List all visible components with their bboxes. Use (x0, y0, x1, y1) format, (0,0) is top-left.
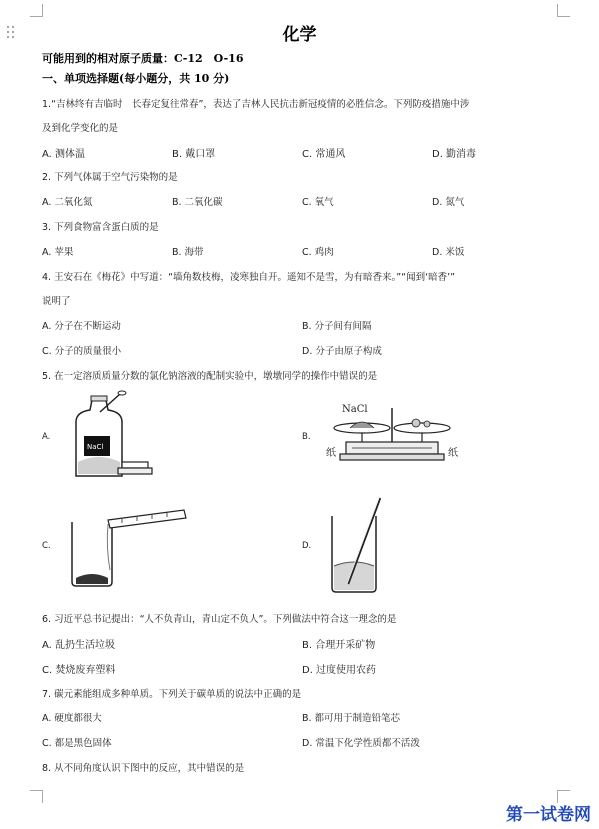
figure-a-reagent-bottle (62, 392, 172, 482)
question-7-option-b: B. 都可用于制造铅笔芯 (302, 713, 401, 724)
question-4-option-a: A. 分子在不断运动 (42, 321, 121, 332)
figure-a-label: A. (42, 432, 51, 442)
question-6-option-a: A. 乱扔生活垃圾 (42, 640, 116, 651)
question-3-option-c: C. 鸡肉 (302, 247, 334, 258)
question-4-stem-line-1: 4. 王安石在《梅花》中写道：“墙角数枝梅，凌寒独自开。遥知不是雪，为有暗香来。”“闻到‘暗香’” (42, 272, 456, 283)
question-3-option-d: D. 米饭 (432, 247, 465, 258)
question-6-stem: 6. 习近平总书记提出：“人不负青山，青山定不负人”。下列做法中符合这一理念的是 (42, 614, 397, 625)
question-6-option-d: D. 过度使用农药 (302, 665, 377, 676)
figure-b-label: B. (302, 432, 311, 442)
question-2-stem: 2. 下列气体属于空气污染物的是 (42, 172, 178, 183)
question-1-stem-line-1: 1.“吉林终有吉临时 长春定复往常春”，表达了吉林人民抗击新冠疫情的必胜信念。下列防疫措施中涉 (42, 99, 470, 110)
figure-d-label: D. (302, 541, 312, 551)
figure-b-balance (322, 398, 462, 468)
section-heading: 一、单项选择题(每小题分，共 10 分) (42, 72, 230, 85)
question-3-option-b: B. 海带 (172, 247, 204, 258)
figure-d-stirring (326, 496, 386, 596)
figure-b-paper-right: 纸 (448, 448, 458, 459)
question-1-option-d: D. 勤消毒 (432, 149, 477, 160)
corner-mark-bottom-left (30, 790, 43, 803)
figure-a-nacl-label: NaCl (87, 443, 104, 451)
corner-mark-top-right (557, 4, 570, 17)
question-2-option-b: B. 二氧化碳 (172, 197, 223, 208)
question-1-option-b: B. 戴口罩 (172, 149, 216, 160)
question-2-option-c: C. 氧气 (302, 197, 334, 208)
figure-b-paper-left: 纸 (326, 448, 336, 459)
question-3-option-a: A. 苹果 (42, 247, 74, 258)
question-5-stem: 5. 在一定溶质质量分数的氯化钠溶液的配制实验中，墩墩同学的操作中错误的是 (42, 371, 378, 382)
question-4-stem-line-2: 说明了 (42, 296, 71, 307)
figure-b-nacl-label: NaCl (342, 404, 368, 415)
figure-c-pouring (62, 508, 192, 588)
corner-mark-top-left (30, 4, 43, 17)
question-1-option-c: C. 常通风 (302, 149, 346, 160)
figure-c-label: C. (42, 541, 51, 551)
question-6-option-b: B. 合理开采矿物 (302, 640, 376, 651)
page-title: 化学 (282, 25, 317, 45)
question-1-stem-line-2: 及到化学变化的是 (42, 123, 119, 134)
question-3-stem: 3. 下列食物富含蛋白质的是 (42, 222, 159, 233)
question-7-stem: 7. 碳元素能组成多种单质。下列关于碳单质的说法中正确的是 (42, 689, 302, 700)
question-8-stem: 8. 从不同角度认识下图中的反应，其中错误的是 (42, 763, 245, 774)
footer-watermark: 第一试卷网 (506, 805, 591, 825)
question-7-option-a: A. 硬度都很大 (42, 713, 102, 724)
question-4-option-c: C. 分子的质量很小 (42, 346, 122, 357)
question-7-option-d: D. 常温下化学性质都不活泼 (302, 738, 420, 749)
question-6-option-c: C. 焚烧废弃塑料 (42, 665, 116, 676)
question-4-option-b: B. 分子间有间隔 (302, 321, 372, 332)
question-4-option-d: D. 分子由原子构成 (302, 346, 382, 357)
question-7-option-c: C. 都是黑色固体 (42, 738, 112, 749)
question-1-option-a: A. 测体温 (42, 149, 86, 160)
question-2-option-d: D. 氮气 (432, 197, 465, 208)
atomic-mass-note: 可能用到的相对原子质量：C-12 O-16 (42, 52, 244, 65)
question-2-option-a: A. 二氧化氮 (42, 197, 93, 208)
